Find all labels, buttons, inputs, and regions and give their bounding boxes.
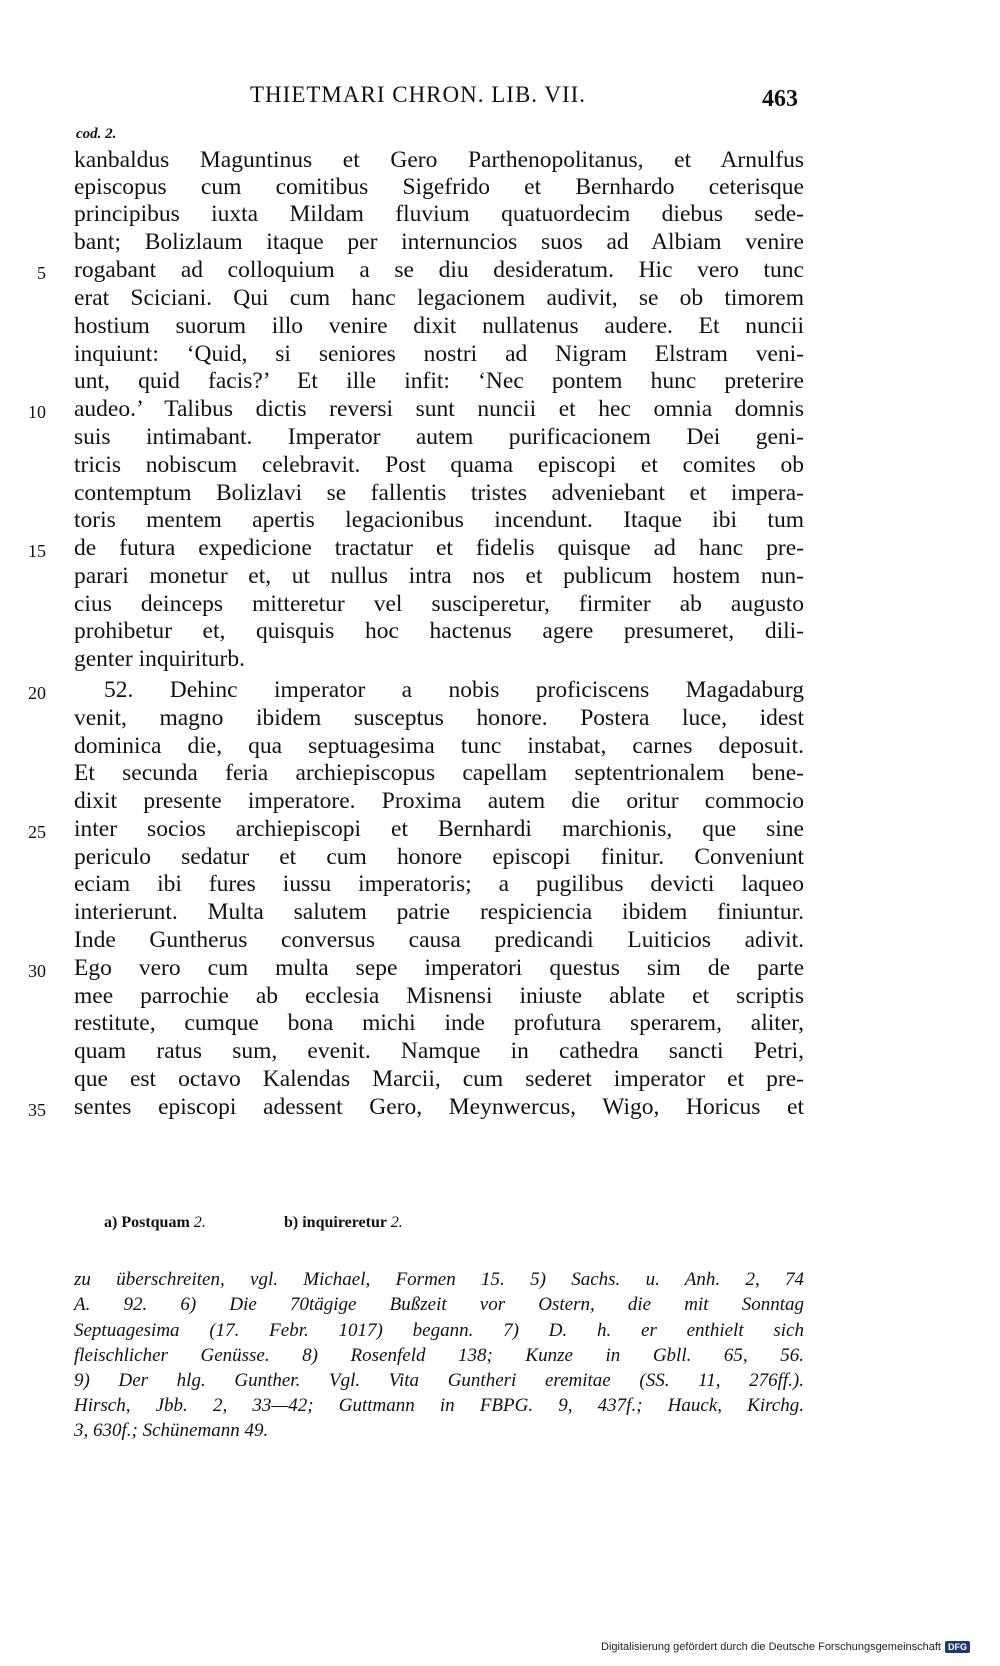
commentary-line: Septuagesima (17. Febr. 1017) begann. 7) D. h. er enthielt sich bbox=[74, 1320, 804, 1341]
footnote-marker: b) bbox=[284, 1214, 299, 1231]
text-line: genter inquiriturb. bbox=[74, 646, 245, 672]
text-line: episcopus cum comitibus Sigefrido et Bernhardo ceterisque bbox=[74, 174, 804, 200]
text-line: inter socios archiepiscopi et Bernhardi marchionis, que sine bbox=[74, 816, 804, 842]
text-line: Et secunda feria archiepiscopus capellam septentrionalem bene- bbox=[74, 760, 804, 786]
footnote-ref: 2. bbox=[390, 1214, 403, 1231]
footnote-b bbox=[284, 1214, 403, 1232]
running-title: THIETMARI CHRON. LIB. VII. bbox=[250, 82, 587, 107]
page-number: 463 bbox=[762, 86, 798, 112]
text-line: principibus iuxta Mildam fluvium quatuordecim diebus sede- bbox=[74, 201, 804, 227]
line-number: 25 bbox=[28, 822, 46, 842]
text-line: interierunt. Multa salutem patrie respiciencia ibidem finiuntur. bbox=[74, 899, 804, 925]
text-line: que est octavo Kalendas Marcii, cum sederet imperator et pre- bbox=[74, 1066, 804, 1092]
text-line: hostium suorum illo venire dixit nullatenus audere. Et nuncii bbox=[74, 313, 804, 339]
text-line: restitute, cumque bona michi inde profutura sperarem, aliter, bbox=[74, 1010, 804, 1036]
text-line: 52. Dehinc imperator a nobis proficiscens Magadaburg bbox=[104, 677, 804, 703]
text-line: eciam ibi fures iussu imperatoris; a pugilibus devicti laqueo bbox=[74, 871, 804, 897]
text-line: Inde Guntherus conversus causa predicandi Luiticios adivit. bbox=[74, 927, 804, 953]
footnote-a bbox=[104, 1214, 206, 1232]
text-line: periculo sedatur et cum honore episcopi finitur. Conveniunt bbox=[74, 844, 804, 870]
text-line: unt, quid facis?’ Et ille infit: ‘Nec pontem hunc preterire bbox=[74, 368, 804, 394]
footnote-text: inquireretur bbox=[302, 1214, 387, 1231]
line-number: 35 bbox=[28, 1100, 46, 1120]
commentary-line: fleischlicher Genüsse. 8) Rosenfeld 138; Kunze in Gbll. 65, 56. bbox=[74, 1345, 804, 1366]
text-line: quam ratus sum, evenit. Namque in cathedra sancti Petri, bbox=[74, 1038, 804, 1064]
line-number: 20 bbox=[28, 683, 46, 703]
footnote-ref: 2. bbox=[193, 1214, 206, 1231]
text-line: venit, magno ibidem susceptus honore. Postera luce, idest bbox=[74, 705, 804, 731]
text-line: dixit presente imperatore. Proxima autem die oritur commocio bbox=[74, 788, 804, 814]
text-line: tricis nobiscum celebravit. Post quama episcopi et comites ob bbox=[74, 452, 804, 478]
text-line: erat Sciciani. Qui cum hanc legacionem audivit, se ob timorem bbox=[74, 285, 804, 311]
text-line: contemptum Bolizlavi se fallentis tristes adveniebant et impera- bbox=[74, 480, 804, 506]
commentary-line: 9) Der hlg. Gunther. Vgl. Vita Guntheri eremitae (SS. 11, 276ff.). bbox=[74, 1370, 804, 1391]
text-line: prohibetur et, quisquis hoc hactenus agere presumeret, dili- bbox=[74, 618, 804, 644]
text-line: dominica die, qua septuagesima tunc instabat, carnes deposuit. bbox=[74, 733, 804, 759]
text-line: parari monetur et, ut nullus intra nos et publicum hostem nun- bbox=[74, 563, 804, 589]
text-line: toris mentem apertis legacionibus incendunt. Itaque ibi tum bbox=[74, 507, 804, 533]
digitization-text: Digitalisierung gefördert durch die Deutsche Forschungsgemeinschaft bbox=[601, 1641, 941, 1653]
commentary-line: 3, 630f.; Schünemann 49. bbox=[74, 1420, 269, 1441]
text-line: bant; Bolizlaum itaque per internuncios suos ad Albiam venire bbox=[74, 229, 804, 255]
text-line: de futura expedicione tractatur et fidelis quisque ad hanc pre- bbox=[74, 535, 804, 561]
footnote-text: Postquam bbox=[121, 1214, 190, 1231]
line-number: 30 bbox=[28, 961, 46, 981]
footnote-marker: a) bbox=[104, 1214, 118, 1231]
text-line: inquiunt: ‘Quid, si seniores nostri ad Nigram Elstram veni- bbox=[74, 341, 804, 367]
commentary-line: zu überschreiten, vgl. Michael, Formen 15. 5) Sachs. u. Anh. 2, 74 bbox=[74, 1269, 804, 1290]
dfg-logo-icon: DFG bbox=[945, 1641, 970, 1653]
text-line: cius deinceps mitteretur vel susciperetur, firmiter ab augusto bbox=[74, 591, 804, 617]
text-line: rogabant ad colloquium a se diu desideratum. Hic vero tunc bbox=[74, 257, 804, 283]
text-line: sentes episcopi adessent Gero, Meynwercus, Wigo, Horicus et bbox=[74, 1094, 804, 1120]
text-line: kanbaldus Maguntinus et Gero Parthenopolitanus, et Arnulfus bbox=[74, 147, 804, 173]
line-number: 15 bbox=[28, 541, 46, 561]
text-line: audeo.’ Talibus dictis reversi sunt nuncii et hec omnia domnis bbox=[74, 396, 804, 422]
line-number: 10 bbox=[28, 402, 46, 422]
text-line: mee parrochie ab ecclesia Misnensi iniuste ablate et scriptis bbox=[74, 983, 804, 1009]
commentary-line: A. 92. 6) Die 70tägige Bußzeit vor Ostern, die mit Sonntag bbox=[74, 1294, 804, 1315]
line-number: 5 bbox=[37, 263, 46, 283]
text-line: Ego vero cum multa sepe imperatori questus sim de parte bbox=[74, 955, 804, 981]
text-line: suis intimabant. Imperator autem purificacionem Dei geni- bbox=[74, 424, 804, 450]
codex-note: cod. 2. bbox=[76, 126, 117, 142]
commentary-line: Hirsch, Jbb. 2, 33—42; Guttmann in FBPG. 9, 437f.; Hauck, Kirchg. bbox=[74, 1395, 804, 1416]
digitization-credit bbox=[601, 1641, 970, 1653]
